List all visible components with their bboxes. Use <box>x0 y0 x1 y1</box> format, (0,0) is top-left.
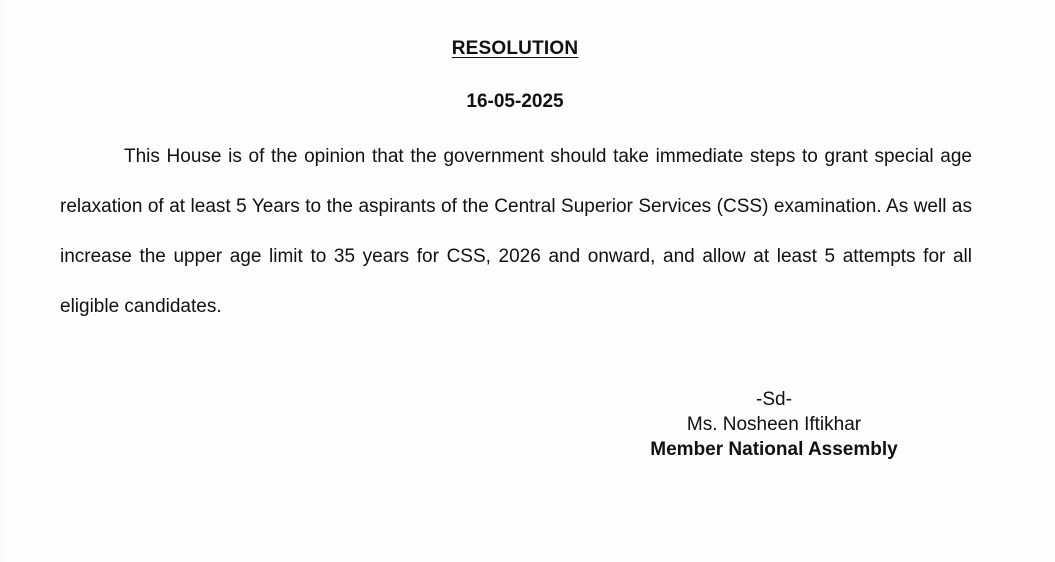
signed-mark: -Sd- <box>756 389 792 410</box>
signatory-name: Ms. Nosheen Iftikhar <box>686 414 862 435</box>
resolution-body: This House is of the opinion that the government should take immediate steps to grant special age relaxation of at least 5 Years to the aspirants of the Central Superior Services (CSS) examination. As well as increase the upper age limit to 35 years for CSS, 2026 and onward, and allow at least 5 attempts for all eligible candidates. <box>60 146 972 317</box>
document-date: 16-05-2025 <box>466 91 564 112</box>
signature-block <box>612 387 936 462</box>
signatory-designation: Member National Assembly <box>650 439 898 460</box>
document-title: RESOLUTION <box>451 38 579 59</box>
